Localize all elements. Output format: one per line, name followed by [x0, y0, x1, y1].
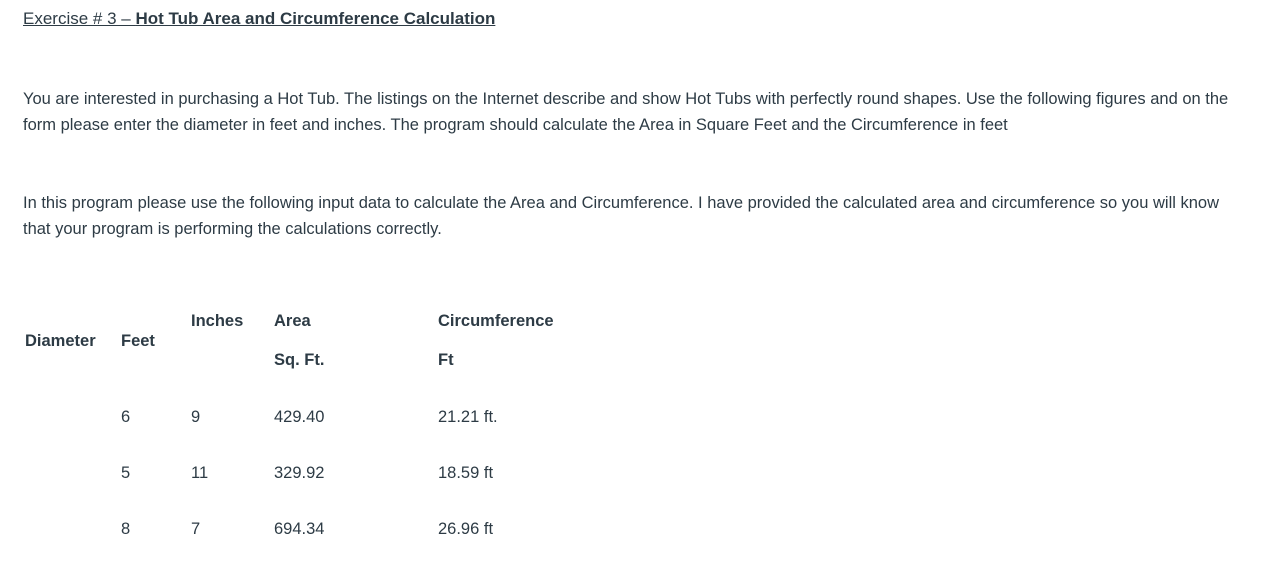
- exercise-label: [23, 9, 495, 28]
- intro-paragraph: You are interested in purchasing a Hot Tub. The listings on the Internet describe and show Hot Tubs with perfectly round shapes. Use the following figures and on the form please enter the diameter in feet and inches. The program should calculate the Area in Square Feet and the Circumference in feet: [23, 90, 1229, 134]
- exercise-number: Exercise # 3 –: [23, 9, 136, 28]
- row3-area: 694.34: [274, 520, 325, 538]
- row2-inches: 11: [191, 464, 209, 482]
- page-title: [23, 9, 495, 29]
- header-circumference-unit: Ft: [438, 351, 454, 369]
- row1-feet: 6: [121, 408, 131, 426]
- row2-circumference: 18.59 ft: [438, 464, 494, 482]
- header-circumference: Circumference: [438, 312, 554, 330]
- row2-feet: 5: [121, 464, 131, 482]
- row1-area: 429.40: [274, 408, 325, 426]
- exercise-title: Hot Tub Area and Circumference Calculation: [135, 9, 496, 28]
- header-inches: Inches: [191, 312, 244, 330]
- row3-circumference: 26.96 ft: [438, 520, 494, 538]
- header-feet: Feet: [121, 332, 155, 350]
- header-diameter: Diameter: [25, 332, 96, 350]
- header-area: Area: [274, 312, 311, 330]
- row1-inches: 9: [191, 408, 201, 426]
- row3-inches: 7: [191, 520, 201, 538]
- row2-area: 329.92: [274, 464, 325, 482]
- row1-circumference: 21.21 ft.: [438, 408, 498, 426]
- header-area-unit: Sq. Ft.: [274, 351, 325, 369]
- row3-feet: 8: [121, 520, 131, 538]
- instructions-paragraph: In this program please use the following input data to calculate the Area and Circumference. I have provided the calculated area and circumference so you will know that your program is performing the calculations correctly.: [23, 194, 1220, 238]
